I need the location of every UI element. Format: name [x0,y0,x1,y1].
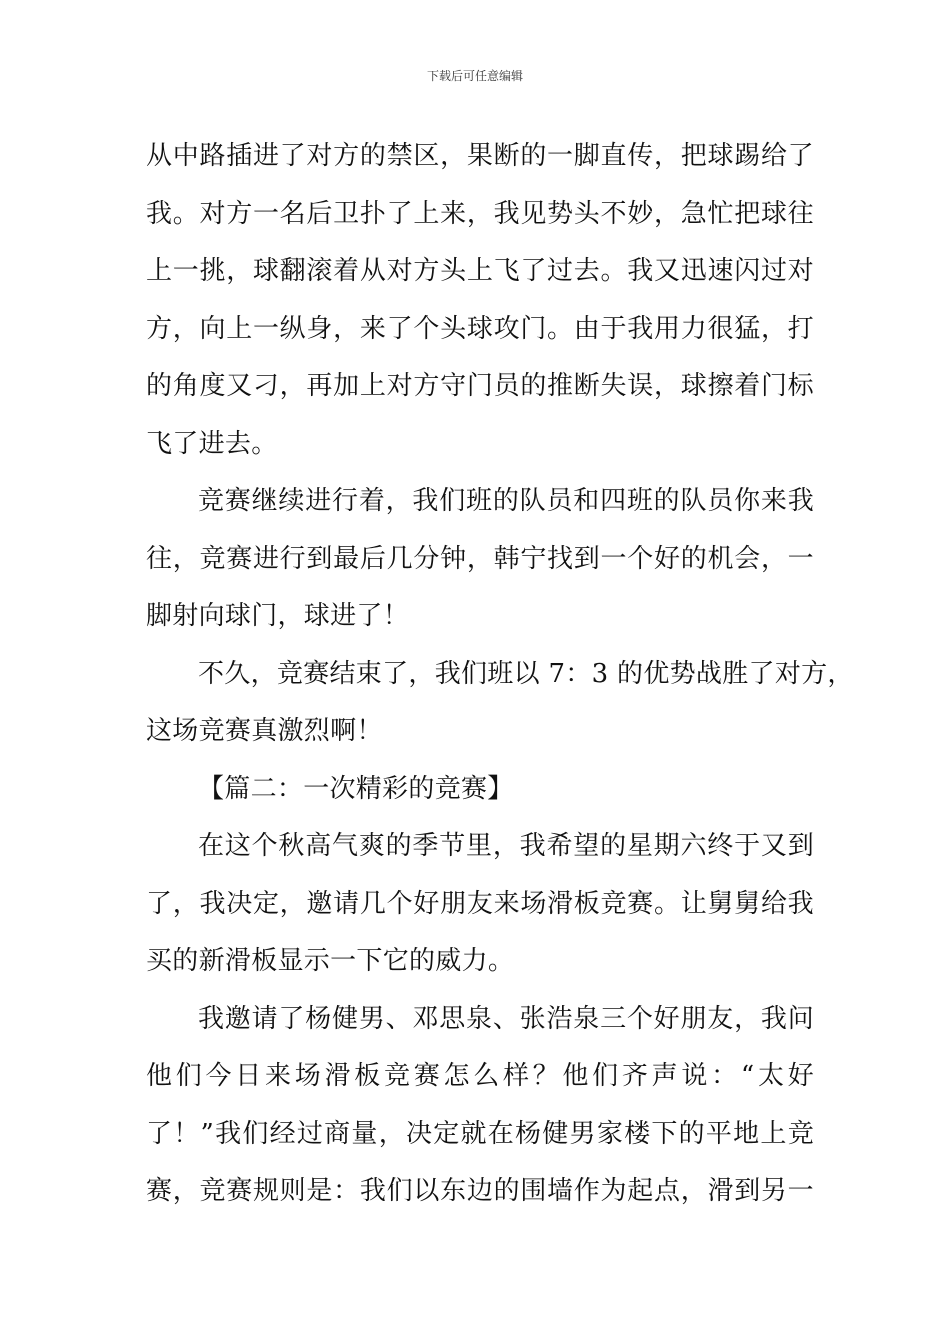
page-header: 下载后可任意编辑 [426,69,523,83]
text-line: 他们今日来场滑板竞赛怎么样？他们齐声说：“太好 [146,1061,814,1091]
text-line: 了，我决定，邀请几个好朋友来场滑板竞赛。让舅舅给我 [146,888,814,919]
text-line: 买的新滑板显示一下它的威力。 [146,946,515,976]
heading-line: 【篇二：一次精彩的竞赛】 [198,773,514,804]
text-line: 不久，竞赛结束了，我们班以 7：3 的优势战胜了对方， [198,658,854,689]
text-line: 在这个秋高气爽的季节里，我希望的星期六终于又到 [198,831,814,861]
text-line: 上一挑，球翻滚着从对方头上飞了过去。我又迅速闪过对 [146,256,814,286]
text-line: 的角度又刁，再加上对方守门员的推断失误，球擦着门标 [146,371,814,401]
text-line: 往，竞赛进行到最后几分钟，韩宁找到一个好的机会，一 [146,543,814,574]
text-line: 飞了进去。 [146,428,278,459]
text-line: 竞赛继续进行着，我们班的队员和四班的队员你来我 [198,486,814,516]
text-line: 我邀请了杨健男、邓思泉、张浩泉三个好朋友，我问 [198,1003,814,1034]
text-line: 脚射向球门，球进了！ [146,601,410,631]
paragraph [146,991,814,1221]
text-line: 方，向上一纵身，来了个头球攻门。由于我用力很猛，打 [146,313,814,344]
text-line: 我。对方一名后卫扑了上来，我见势头不妙，急忙把球往 [146,198,814,229]
text-line: 赛，竞赛规则是：我们以东边的围墙作为起点，滑到另一 [146,1176,814,1206]
paragraph [146,473,814,646]
text-line: 这场竞赛真激烈啊！ [146,716,383,746]
paragraph [146,128,814,473]
paragraph [146,646,854,761]
document-body [146,128,854,1221]
text-line: 了！”我们经过商量，决定就在杨健男家楼下的平地上竞 [146,1118,814,1149]
text-line: 从中路插进了对方的禁区，果断的一脚直传，把球踢给了 [146,141,814,171]
section-heading [146,761,814,819]
paragraph [146,818,814,991]
